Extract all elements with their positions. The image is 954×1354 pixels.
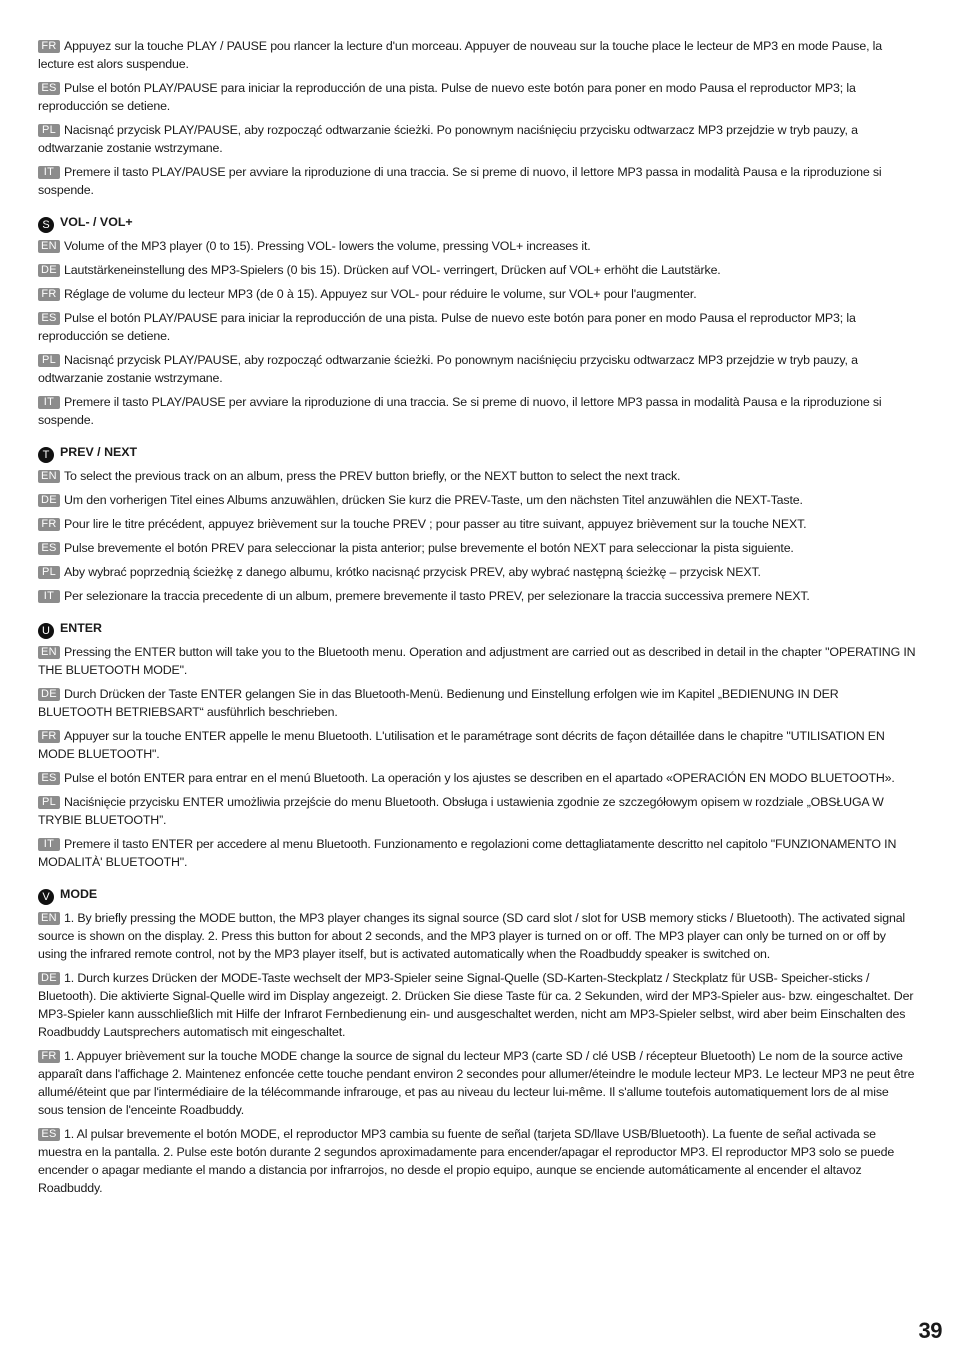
paragraph-text: Naciśnięcie przycisku ENTER umożliwia przejście do menu Bluetooth. Obsługa i ustawienia zgodnie ze szczegółowym opisem w rozdziale „OBSŁUGA W TRYBIE BLUETOOTH”. — [38, 795, 884, 827]
language-tag: ES — [38, 542, 60, 555]
language-tag: IT — [38, 838, 60, 851]
paragraph-fr — [38, 1047, 916, 1119]
paragraph-es — [38, 79, 916, 115]
paragraph-es — [38, 309, 916, 345]
language-tag: EN — [38, 240, 60, 253]
section-marker: U — [38, 623, 54, 639]
paragraph-en — [38, 467, 916, 485]
section-title: PREV / NEXT — [60, 445, 138, 459]
section-heading — [38, 213, 916, 233]
section-heading — [38, 619, 916, 639]
paragraph-de — [38, 261, 916, 279]
paragraph-fr — [38, 285, 916, 303]
language-tag: PL — [38, 796, 60, 809]
section-marker: V — [38, 889, 54, 905]
paragraph-it — [38, 393, 916, 429]
language-tag: DE — [38, 972, 60, 985]
paragraph-text: Lautstärkeneinstellung des MP3-Spielers (0 bis 15). Drücken auf VOL- verringert, Drücken auf VOL+ erhöht die Lautstärke. — [64, 263, 721, 277]
paragraph-text: Pulse el botón PLAY/PAUSE para iniciar la reproducción de una pista. Pulse de nuevo este botón para poner en modo Pausa el reproductor MP3; la reproducción se detiene. — [38, 81, 856, 113]
language-tag: DE — [38, 688, 60, 701]
paragraph-it — [38, 587, 916, 605]
language-tag: ES — [38, 312, 60, 325]
paragraph-text: Pulse brevemente el botón PREV para seleccionar la pista anterior; pulse brevemente el botón NEXT para seleccionar la pista siguiente. — [64, 541, 794, 555]
paragraph-text: Pour lire le titre précédent, appuyez brièvement sur la touche PREV ; pour passer au titre suivant, appuyez brièvement sur la touche NEXT. — [64, 517, 807, 531]
paragraph-it — [38, 835, 916, 871]
language-tag: IT — [38, 396, 60, 409]
paragraph-fr — [38, 515, 916, 533]
paragraph-de — [38, 969, 916, 1041]
section-title: ENTER — [60, 621, 102, 635]
section-prev-next — [38, 443, 916, 605]
paragraph-text: Volume of the MP3 player (0 to 15). Pressing VOL- lowers the volume, pressing VOL+ increases it. — [64, 239, 591, 253]
paragraph-pl — [38, 793, 916, 829]
language-tag: FR — [38, 518, 60, 531]
paragraph-es — [38, 1125, 916, 1197]
paragraph-text: 1. Al pulsar brevemente el botón MODE, el reproductor MP3 cambia su fuente de señal (tarjeta SD/llave USB/Bluetooth). La fuente de señal activada se muestra en la pantalla. 2. Pulse este botón durante 2 segundos aproximadamente para encender/apagar el reproductor MP3. El reproductor MP3 solo se puede encender o apagar mediante el mando a distancia por infrarrojos, no desde el propio equipo, aunque se enciende automáticamente al encender el altavoz Roadbuddy. — [38, 1127, 895, 1195]
paragraph-text: 1. Durch kurzes Drücken der MODE-Taste wechselt der MP3-Spieler seine Signal-Quelle (SD-Karten-Steckplatz / Steckplatz für USB- Speicher-sticks / Bluetooth). Die aktivierte Signal-Quelle wird im Display angezeigt. 2. Drücken Sie diese Taste für ca. 2 Sekunden, wird der MP3-Spieler aus- bzw. eingeschaltet. Der MP3-Spieler kann ausschließlich mit Hilfe der Infrarot Fernbedienung ein- und ausgeschaltet werden, nicht am MP3-Spieler selbst, wird aber beim Einschalten des Roadbuddy Lautsprechers automatisch mit eingeschaltet. — [38, 971, 914, 1039]
paragraph-text: Nacisnąć przycisk PLAY/PAUSE, aby rozpocząć odtwarzanie ścieżki. Po ponownym naciśnięciu przycisku odtwarzacz MP3 przejdzie w tryb pauzy, a odtwarzanie zostanie wstrzymane. — [38, 353, 858, 385]
paragraph-text: Aby wybrać poprzednią ścieżkę z danego albumu, krótko nacisnąć przycisk PREV, aby wybrać następną ścieżkę – przycisk NEXT. — [64, 565, 761, 579]
section-vol — [38, 213, 916, 429]
section-heading — [38, 885, 916, 905]
language-tag: IT — [38, 590, 60, 603]
section-title: VOL- / VOL+ — [60, 215, 133, 229]
paragraph-fr — [38, 727, 916, 763]
language-tag: DE — [38, 494, 60, 507]
paragraph-text: Pressing the ENTER button will take you to the Bluetooth menu. Operation and adjustment are carried out as described in detail in the chapter "OPERATING IN THE BLUETOOTH MODE". — [38, 645, 916, 677]
language-tag: FR — [38, 730, 60, 743]
language-tag: EN — [38, 912, 60, 925]
paragraph-it — [38, 163, 916, 199]
paragraph-text: Premere il tasto PLAY/PAUSE per avviare la riproduzione di una traccia. Se si preme di nuovo, il lettore MP3 passa in modalità Pausa e la riproduzione si sospende. — [38, 395, 882, 427]
paragraph-text: Nacisnąć przycisk PLAY/PAUSE, aby rozpocząć odtwarzanie ścieżki. Po ponownym naciśnięciu przycisku odtwarzacz MP3 przejdzie w tryb pauzy, a odtwarzanie zostanie wstrzymane. — [38, 123, 858, 155]
language-tag: ES — [38, 772, 60, 785]
paragraph-text: Réglage de volume du lecteur MP3 (de 0 à 15). Appuyez sur VOL- pour réduire le volume, sur VOL+ pour l'augmenter. — [64, 287, 697, 301]
paragraph-pl — [38, 563, 916, 581]
paragraph-text: Premere il tasto ENTER per accedere al menu Bluetooth. Funzionamento e regolazioni come dettagliatamente descritto nel capitolo "FUNZIONAMENTO IN MODALITÀ' BLUETOOTH". — [38, 837, 897, 869]
paragraph-en — [38, 909, 916, 963]
paragraph-text: Appuyez sur la touche PLAY / PAUSE pou rlancer la lecture d'un morceau. Appuyer de nouveau sur la touche place le lecteur de MP3 en mode Pause, la lecture est alors suspendue. — [38, 39, 883, 71]
language-tag: IT — [38, 166, 60, 179]
language-tag: PL — [38, 354, 60, 367]
paragraph-text: Pulse el botón ENTER para entrar en el menú Bluetooth. La operación y los ajustes se describen en el apartado «OPERACIÓN EN MODO BLUETOOTH». — [64, 771, 895, 785]
intro-section — [38, 37, 916, 199]
paragraph-text: Um den vorherigen Titel eines Albums anzuwählen, drücken Sie kurz die PREV-Taste, um den nächsten Titel anzuwählen die NEXT-Taste. — [64, 493, 803, 507]
paragraph-text: 1. By briefly pressing the MODE button, the MP3 player changes its signal source (SD card slot / slot for USB memory sticks / Bluetooth). The activated signal source is shown on the display. 2. Press this button for about 2 seconds, and the MP3 player is turned on or off. The MP3 player can only be turned on or off by using the infrared remote control, not by the MP3 player itself, but is activated automatically when the Roadbuddy speaker is switched on. — [38, 911, 906, 961]
language-tag: PL — [38, 124, 60, 137]
language-tag: FR — [38, 40, 60, 53]
language-tag: ES — [38, 1128, 60, 1141]
paragraph-text: Pulse el botón PLAY/PAUSE para iniciar la reproducción de una pista. Pulse de nuevo este botón para poner en modo Pausa el reproductor MP3; la reproducción se detiene. — [38, 311, 856, 343]
section-marker: S — [38, 217, 54, 233]
page-content — [38, 37, 916, 1203]
language-tag: PL — [38, 566, 60, 579]
paragraph-en — [38, 643, 916, 679]
language-tag: EN — [38, 470, 60, 483]
paragraph-text: 1. Appuyer brièvement sur la touche MODE change la source de signal du lecteur MP3 (carte SD / clé USB / récepteur Bluetooth) Le nom de la source active apparaît dans l'affichage 2. Maintenez enfoncée cette touche pendant environ 2 secondes pour allumer/éteindre le module lecteur MP3. Le lecteur MP3 ne peut être allumé/éteint que par l'intermédiaire de la télécommande infrarouge, et pas au niveau du lecteur lui-même. Il s'allume toutefois automatiquement lors de al mise sous tension de l'enceinte Roadbuddy. — [38, 1049, 915, 1117]
paragraph-de — [38, 491, 916, 509]
paragraph-text: Durch Drücken der Taste ENTER gelangen Sie in das Bluetooth-Menü. Bedienung und Einstellung erfolgen wie im Kapitel „BEDIENUNG IN DER BLUETOOTH BETRIEBSART“ ausführlich beschrieben. — [38, 687, 839, 719]
paragraph-text: To select the previous track on an album, press the PREV button briefly, or the NEXT button to select the next track. — [64, 469, 681, 483]
paragraph-en — [38, 237, 916, 255]
section-enter — [38, 619, 916, 871]
section-mode — [38, 885, 916, 1197]
paragraph-de — [38, 685, 916, 721]
paragraph-text: Premere il tasto PLAY/PAUSE per avviare la riproduzione di una traccia. Se si preme di nuovo, il lettore MP3 passa in modalità Pausa e la riproduzione si sospende. — [38, 165, 882, 197]
paragraph-es — [38, 539, 916, 557]
section-title: MODE — [60, 887, 98, 901]
paragraph-text: Appuyer sur la touche ENTER appelle le menu Bluetooth. L'utilisation et le paramétrage sont décrits de façon détaillée dans le chapitre "UTILISATION EN MODE BLUETOOTH". — [38, 729, 885, 761]
paragraph-es — [38, 769, 916, 787]
section-marker: T — [38, 447, 54, 463]
language-tag: FR — [38, 1050, 60, 1063]
paragraph-pl — [38, 351, 916, 387]
paragraph-text: Per selezionare la traccia precedente di un album, premere brevemente il tasto PREV, per selezionare la traccia successiva premere NEXT. — [64, 589, 810, 603]
page-number: 39 — [918, 1318, 942, 1343]
language-tag: FR — [38, 288, 60, 301]
paragraph-pl — [38, 121, 916, 157]
paragraph-fr — [38, 37, 916, 73]
language-tag: EN — [38, 646, 60, 659]
language-tag: ES — [38, 82, 60, 95]
section-heading — [38, 443, 916, 463]
language-tag: DE — [38, 264, 60, 277]
